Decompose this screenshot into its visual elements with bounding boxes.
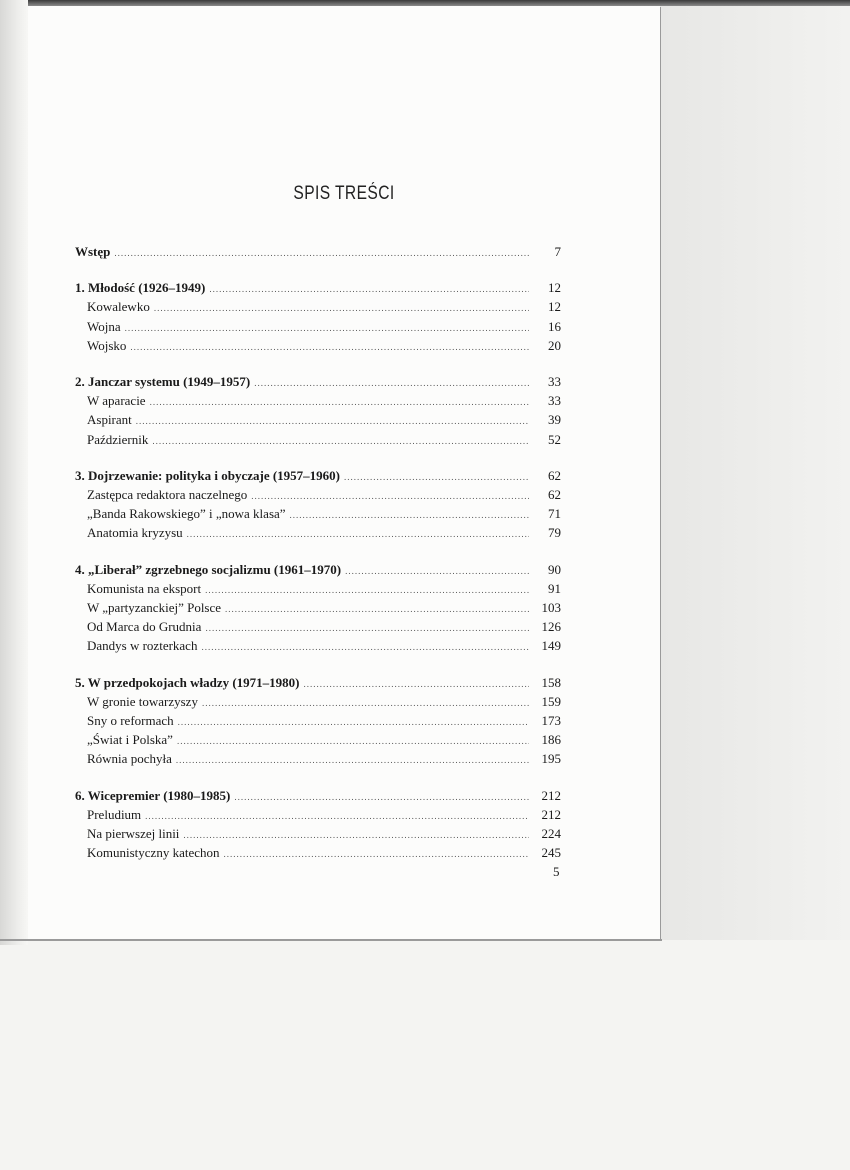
dot-leader: [344, 468, 529, 486]
toc-subsection-entry[interactable]: [75, 693, 561, 712]
toc-entry-label: Wojsko: [87, 337, 127, 353]
toc-chapter-entry[interactable]: [75, 373, 561, 392]
toc-entry-label: Anatomia kryzysu: [87, 525, 183, 541]
toc-chapter-entry[interactable]: [75, 561, 561, 580]
toc-entry-label: 2. Janczar systemu (1949–1957): [75, 374, 251, 390]
toc-entry-page-number: 91: [548, 580, 561, 596]
toc-section: [75, 243, 561, 262]
dot-leader: [209, 280, 529, 298]
toc-subsection-entry[interactable]: [75, 825, 561, 844]
dot-leader: [178, 713, 529, 731]
toc-subsection-entry[interactable]: [75, 806, 561, 825]
dot-leader: [224, 845, 530, 863]
toc-entry-page-number: 7: [554, 244, 561, 259]
toc-entry-page-number: 149: [541, 638, 561, 654]
dot-leader: [201, 638, 529, 656]
dot-leader: [183, 826, 529, 844]
dot-leader: [150, 393, 529, 411]
toc-entry-label: Preludium: [87, 806, 142, 822]
toc-entry-page-number: 126: [541, 619, 561, 635]
dot-leader: [154, 299, 529, 317]
toc-section: [75, 467, 561, 544]
toc-subsection-entry[interactable]: [75, 337, 561, 356]
toc-entry-label: Równia pochyła: [87, 751, 172, 767]
toc-subsection-entry[interactable]: [75, 599, 561, 618]
toc-entry-page-number: 186: [541, 732, 561, 748]
toc-entry-label: 5. W przedpokojach władzy (1971–1980): [75, 674, 300, 690]
toc-subsection-entry[interactable]: [75, 486, 561, 505]
toc-section: [75, 674, 561, 770]
toc-section: [75, 279, 561, 356]
toc-subsection-entry[interactable]: [75, 524, 561, 543]
toc-entry-label: W aparacie: [87, 393, 146, 409]
toc-entry-label: Wstęp: [75, 244, 111, 259]
dot-leader: [177, 732, 529, 750]
dot-leader: [251, 487, 529, 505]
toc-entry-page-number: 33: [548, 393, 561, 409]
dot-leader: [187, 525, 529, 543]
toc-entry-label: Zastępca redaktora naczelnego: [87, 487, 248, 503]
toc-entry-page-number: 103: [541, 600, 561, 616]
dot-leader: [205, 619, 529, 637]
toc-subsection-entry[interactable]: [75, 618, 561, 637]
page-number: 5: [553, 864, 560, 879]
toc-subsection-entry[interactable]: [75, 431, 561, 450]
toc-entry-page-number: 212: [541, 806, 561, 822]
toc-section: [75, 787, 561, 864]
toc-subsection-entry[interactable]: [75, 731, 561, 750]
toc-subsection-entry[interactable]: [75, 580, 561, 599]
toc-entry-label: 6. Wicepremier (1980–1985): [75, 787, 231, 803]
dot-leader: [205, 581, 529, 599]
toc-entry-page-number: 33: [548, 374, 561, 390]
dot-leader: [254, 374, 529, 392]
toc-entry-page-number: 62: [548, 467, 561, 483]
dot-leader: [136, 412, 529, 430]
toc-entry-label: W gronie towarzyszy: [87, 693, 198, 709]
toc-entry-page-number: 195: [541, 751, 561, 767]
dot-leader: [125, 319, 529, 337]
dot-leader: [234, 788, 529, 806]
toc-entry-label: Komunista na eksport: [87, 580, 202, 596]
toc-subsection-entry[interactable]: [75, 712, 561, 731]
toc-entry-page-number: 20: [548, 337, 561, 353]
toc-entry-label: Na pierwszej linii: [87, 826, 180, 842]
toc-entry-page-number: 16: [548, 318, 561, 334]
toc-entry-label: Październik: [87, 431, 149, 447]
toc-subsection-entry[interactable]: [75, 505, 561, 524]
toc-entry-label: Kowalewko: [87, 299, 150, 315]
dot-leader: [176, 751, 529, 769]
toc-entry-label: „Banda Rakowskiego” i „nowa klasa”: [87, 506, 286, 522]
toc-subsection-entry[interactable]: [75, 411, 561, 430]
toc-entry-page-number: 12: [548, 299, 561, 315]
toc-subsection-entry[interactable]: [75, 318, 561, 337]
table-of-contents: [75, 243, 561, 880]
toc-subsection-entry[interactable]: [75, 750, 561, 769]
toc-entry-label: 4. „Liberał” zgrzebnego socjalizmu (1961–1970): [75, 561, 342, 577]
toc-entry-label: Sny o reformach: [87, 713, 174, 729]
toc-chapter-entry[interactable]: [75, 674, 561, 693]
scan-edge-left: [0, 0, 28, 945]
dot-leader: [290, 506, 529, 524]
toc-entry-page-number: 158: [541, 674, 561, 690]
toc-entry-label: Komunistyczny katechon: [87, 845, 220, 861]
toc-entry-label: Dandys w rozterkach: [87, 638, 198, 654]
toc-entry-page-number: 212: [541, 787, 561, 803]
toc-chapter-entry[interactable]: [75, 243, 561, 262]
dot-leader: [152, 432, 529, 450]
toc-section: [75, 373, 561, 450]
facing-page-area: [660, 6, 850, 940]
dot-leader: [345, 562, 529, 580]
toc-entry-label: „Świat i Polska”: [87, 732, 173, 748]
dot-leader: [145, 807, 529, 825]
dot-leader: [304, 675, 530, 693]
dot-leader: [225, 600, 529, 618]
toc-entry-label: 3. Dojrzewanie: polityka i obyczaje (1957–1960): [75, 467, 341, 483]
toc-subsection-entry[interactable]: [75, 637, 561, 656]
dot-leader: [202, 694, 529, 712]
toc-entry-page-number: 71: [548, 506, 561, 522]
page-bottom-edge: [0, 939, 662, 941]
toc-entry-page-number: 52: [548, 431, 561, 447]
toc-entry-label: W „partyzanckiej” Polsce: [87, 600, 222, 616]
toc-entry-label: Od Marca do Grudnia: [87, 619, 202, 635]
toc-subsection-entry[interactable]: [75, 392, 561, 411]
toc-entry-page-number: 224: [541, 826, 561, 842]
dot-leader: [130, 338, 529, 356]
toc-entry-page-number: 39: [548, 412, 561, 428]
toc-entry-page-number: 90: [548, 561, 561, 577]
toc-chapter-entry[interactable]: [75, 787, 561, 806]
toc-subsection-entry[interactable]: [75, 844, 561, 863]
toc-entry-label: 1. Młodość (1926–1949): [75, 280, 206, 296]
dot-leader: [114, 244, 529, 262]
toc-subsection-entry[interactable]: [75, 298, 561, 317]
toc-chapter-entry[interactable]: [75, 467, 561, 486]
toc-entry-page-number: 12: [548, 280, 561, 296]
toc-entry-label: Aspirant: [87, 412, 132, 428]
toc-chapter-entry[interactable]: [75, 279, 561, 298]
toc-entry-page-number: 79: [548, 525, 561, 541]
toc-entry-page-number: 173: [541, 713, 561, 729]
toc-section: [75, 561, 561, 657]
toc-entry-page-number: 62: [548, 487, 561, 503]
page-title: SPIS TREŚCI: [293, 183, 395, 204]
toc-entry-page-number: 159: [541, 693, 561, 709]
toc-entry-page-number: 245: [541, 845, 561, 861]
toc-entry-label: Wojna: [87, 318, 121, 334]
